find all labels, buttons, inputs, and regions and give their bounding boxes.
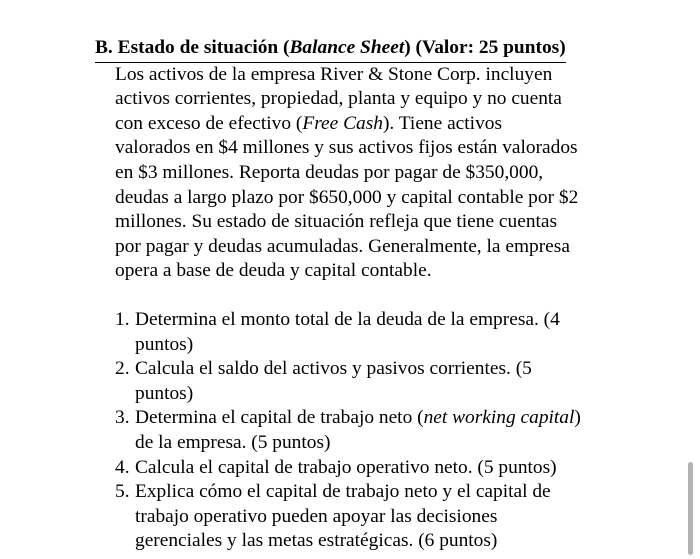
question-text: gerenciales y las metas estratégicas. (6 puntos) — [135, 530, 498, 552]
question-item — [115, 456, 625, 481]
question-text: Calcula el capital de trabajo operativo neto. (5 puntos) — [135, 456, 557, 478]
question-text: de la empresa. (5 puntos) — [135, 431, 331, 453]
heading-italic: Balance Sheet — [289, 37, 405, 58]
question-number: 5. — [115, 481, 130, 503]
heading-part3: ) (Valor: 25 puntos) — [404, 37, 566, 58]
question-text: Explica cómo el capital de trabajo neto y el capital de — [135, 481, 551, 503]
paragraph-line: por pagar y deudas acumuladas. Generalmente, la empresa — [115, 235, 570, 257]
paragraph-italic: Free Cash — [302, 112, 383, 134]
question-text-line — [135, 406, 581, 431]
intro-paragraph — [95, 63, 625, 284]
paragraph-line: deudas a largo plazo por $650,000 y capital contable por $2 — [115, 186, 579, 208]
document — [95, 36, 625, 554]
question-text: trabajo operativo pueden apoyar las decisiones — [135, 505, 498, 527]
question-text: puntos) — [135, 382, 194, 404]
question-italic: net working capital — [423, 407, 575, 429]
question-number: 2. — [115, 358, 130, 380]
paragraph-line: activos corrientes, propiedad, planta y equipo y no cuenta — [115, 88, 562, 110]
section-heading — [95, 36, 566, 63]
paragraph-line: opera a base de deuda y capital contable. — [115, 260, 432, 282]
question-item — [115, 357, 625, 406]
question-item — [115, 480, 625, 554]
scrollbar-thumb[interactable] — [688, 462, 693, 555]
question-text: Determina el capital de trabajo neto ( — [135, 407, 424, 429]
paragraph-line: valorados en $4 millones y sus activos fijos están valorados — [115, 137, 578, 159]
question-item — [115, 308, 625, 357]
question-text: Determina el monto total de la deuda de la empresa. (4 — [135, 308, 560, 330]
question-text: puntos) — [135, 333, 194, 355]
question-number: 1. — [115, 308, 130, 330]
paragraph-line — [115, 112, 625, 137]
question-text: Calcula el saldo del activos y pasivos corrientes. (5 — [135, 358, 532, 380]
paragraph-text: con exceso de efectivo ( — [115, 112, 303, 134]
heading-prefix: B. — [95, 37, 118, 58]
question-text: ) — [574, 407, 581, 429]
question-number: 3. — [115, 407, 130, 429]
paragraph-line: Los activos de la empresa River & Stone Corp. incluyen — [115, 63, 553, 85]
paragraph-text: ). Tiene activos — [382, 112, 503, 134]
question-list — [95, 308, 625, 554]
question-item — [115, 406, 625, 455]
heading-part1: Estado de situación ( — [117, 37, 290, 58]
paragraph-line: en $3 millones. Reporta deudas por pagar de $350,000, — [115, 161, 544, 183]
paragraph-line: millones. Su estado de situación refleja que tiene cuentas — [115, 211, 558, 233]
question-number: 4. — [115, 456, 130, 478]
